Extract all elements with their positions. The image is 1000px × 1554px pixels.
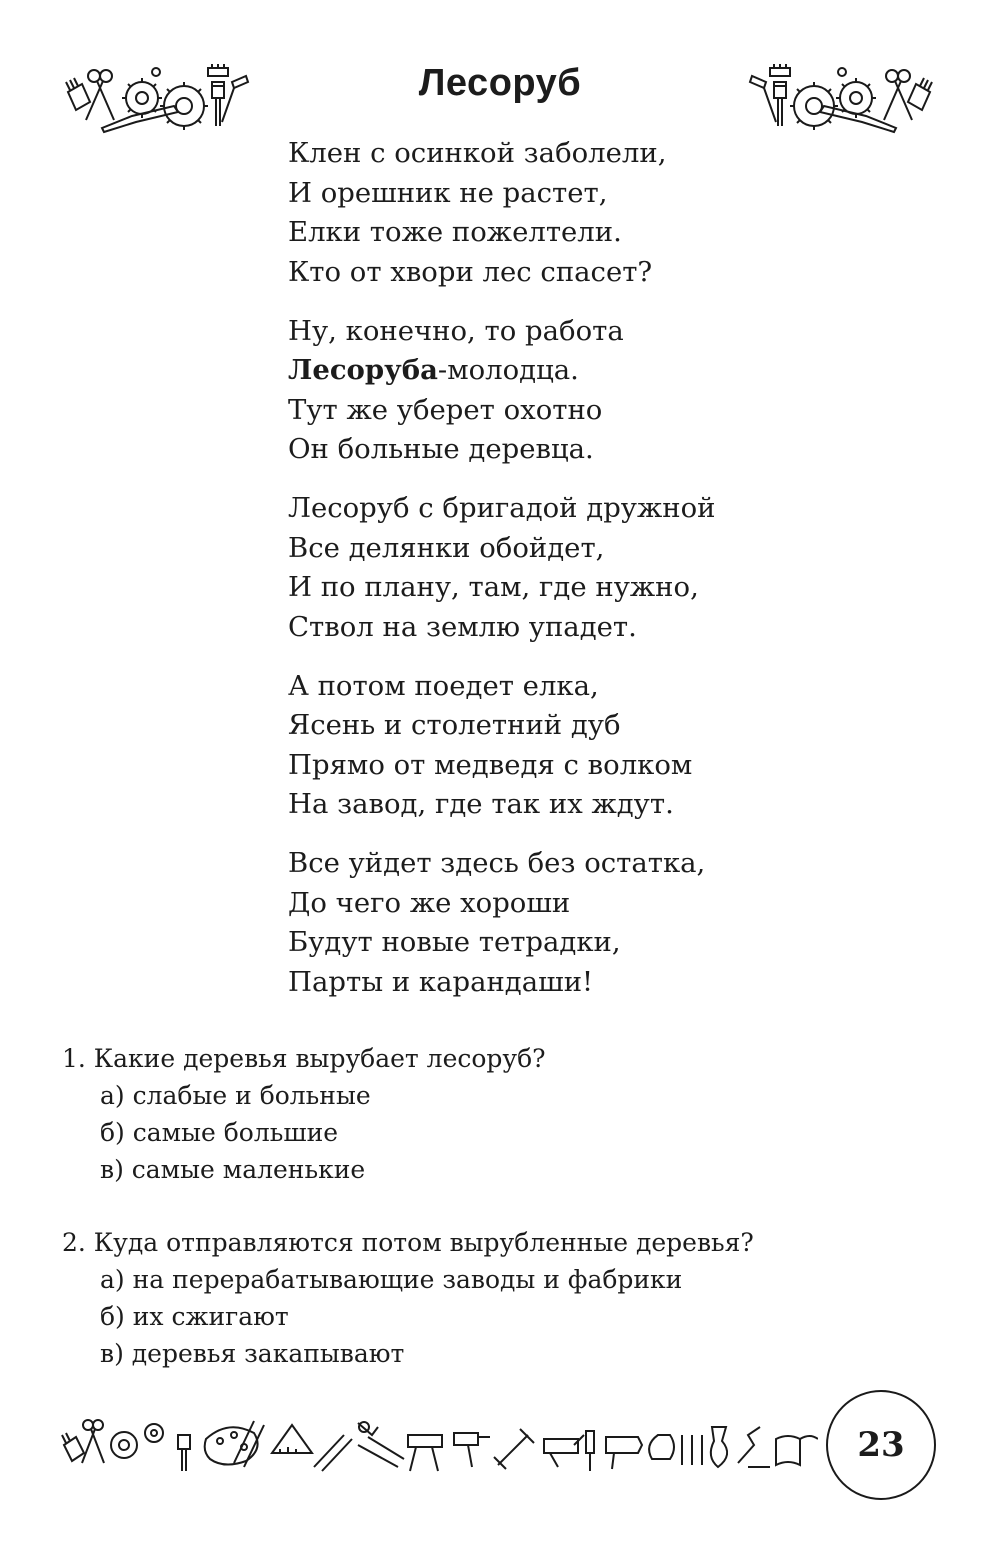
poem-stanza xyxy=(288,489,888,647)
poem-line: И орешник не растет, xyxy=(288,176,608,209)
poem-line: Елки тоже пожелтели. xyxy=(288,216,622,248)
poem-line: Ну, конечно, то работа xyxy=(288,314,624,347)
quiz-question xyxy=(62,1224,962,1372)
poem-stanza xyxy=(288,134,888,292)
poem-line: Ясень и столетний дуб xyxy=(288,709,621,741)
poem xyxy=(288,134,888,1022)
poem-line xyxy=(288,351,888,391)
answer-option: в) самые маленькие xyxy=(100,1155,366,1184)
question-text: 1. Какие деревья вырубает лесоруб? xyxy=(62,1044,546,1073)
profession-keyword: Лесоруба xyxy=(288,354,438,386)
answer-option: в) деревья закапывают xyxy=(100,1339,405,1368)
tools-ornament-icon xyxy=(62,62,250,134)
poem-line-suffix: -молодца. xyxy=(437,354,579,386)
page-title: Лесоруб xyxy=(418,62,582,104)
poem-line: На завод, где так их ждут. xyxy=(288,788,674,820)
poem-line: Лесоруб с бригадой дружной xyxy=(288,492,716,524)
poem-line: Все уйдет здесь без остатка, xyxy=(288,847,706,879)
poem-line: А потом поедет елка, xyxy=(288,669,599,702)
poem-line: Тут же уберет охотно xyxy=(288,393,603,426)
poem-stanza xyxy=(288,667,888,825)
page-number: 23 xyxy=(826,1390,936,1500)
poem-stanza xyxy=(288,844,888,1002)
quiz-question xyxy=(62,1040,962,1188)
quiz-section xyxy=(62,1040,962,1408)
poem-line: Кто от хвори лес спасет? xyxy=(288,255,653,288)
answer-option: б) их сжигают xyxy=(100,1302,289,1331)
poem-stanza xyxy=(288,312,888,470)
professions-tools-border-icon xyxy=(58,1405,818,1485)
poem-line: Он больные деревца. xyxy=(288,433,594,465)
poem-line: Будут новые тетрадки, xyxy=(288,926,621,958)
answer-option: а) на перерабатывающие заводы и фабрики xyxy=(100,1265,683,1294)
poem-line: Клен с осинкой заболели, xyxy=(288,137,667,169)
poem-line: Все делянки обойдет, xyxy=(288,531,605,564)
poem-line: Ствол на землю упадет. xyxy=(288,610,637,643)
answer-option: б) самые большие xyxy=(100,1118,339,1147)
answer-option: а) слабые и больные xyxy=(100,1081,371,1110)
question-text: 2. Куда отправляются потом вырубленные деревья? xyxy=(62,1228,754,1257)
tools-ornament-icon xyxy=(748,62,936,134)
poem-line: И по плану, там, где нужно, xyxy=(288,571,699,603)
poem-line: До чего же хороши xyxy=(288,886,571,919)
poem-line: Прямо от медведя с волком xyxy=(288,748,693,781)
poem-line: Парты и карандаши! xyxy=(288,965,594,998)
